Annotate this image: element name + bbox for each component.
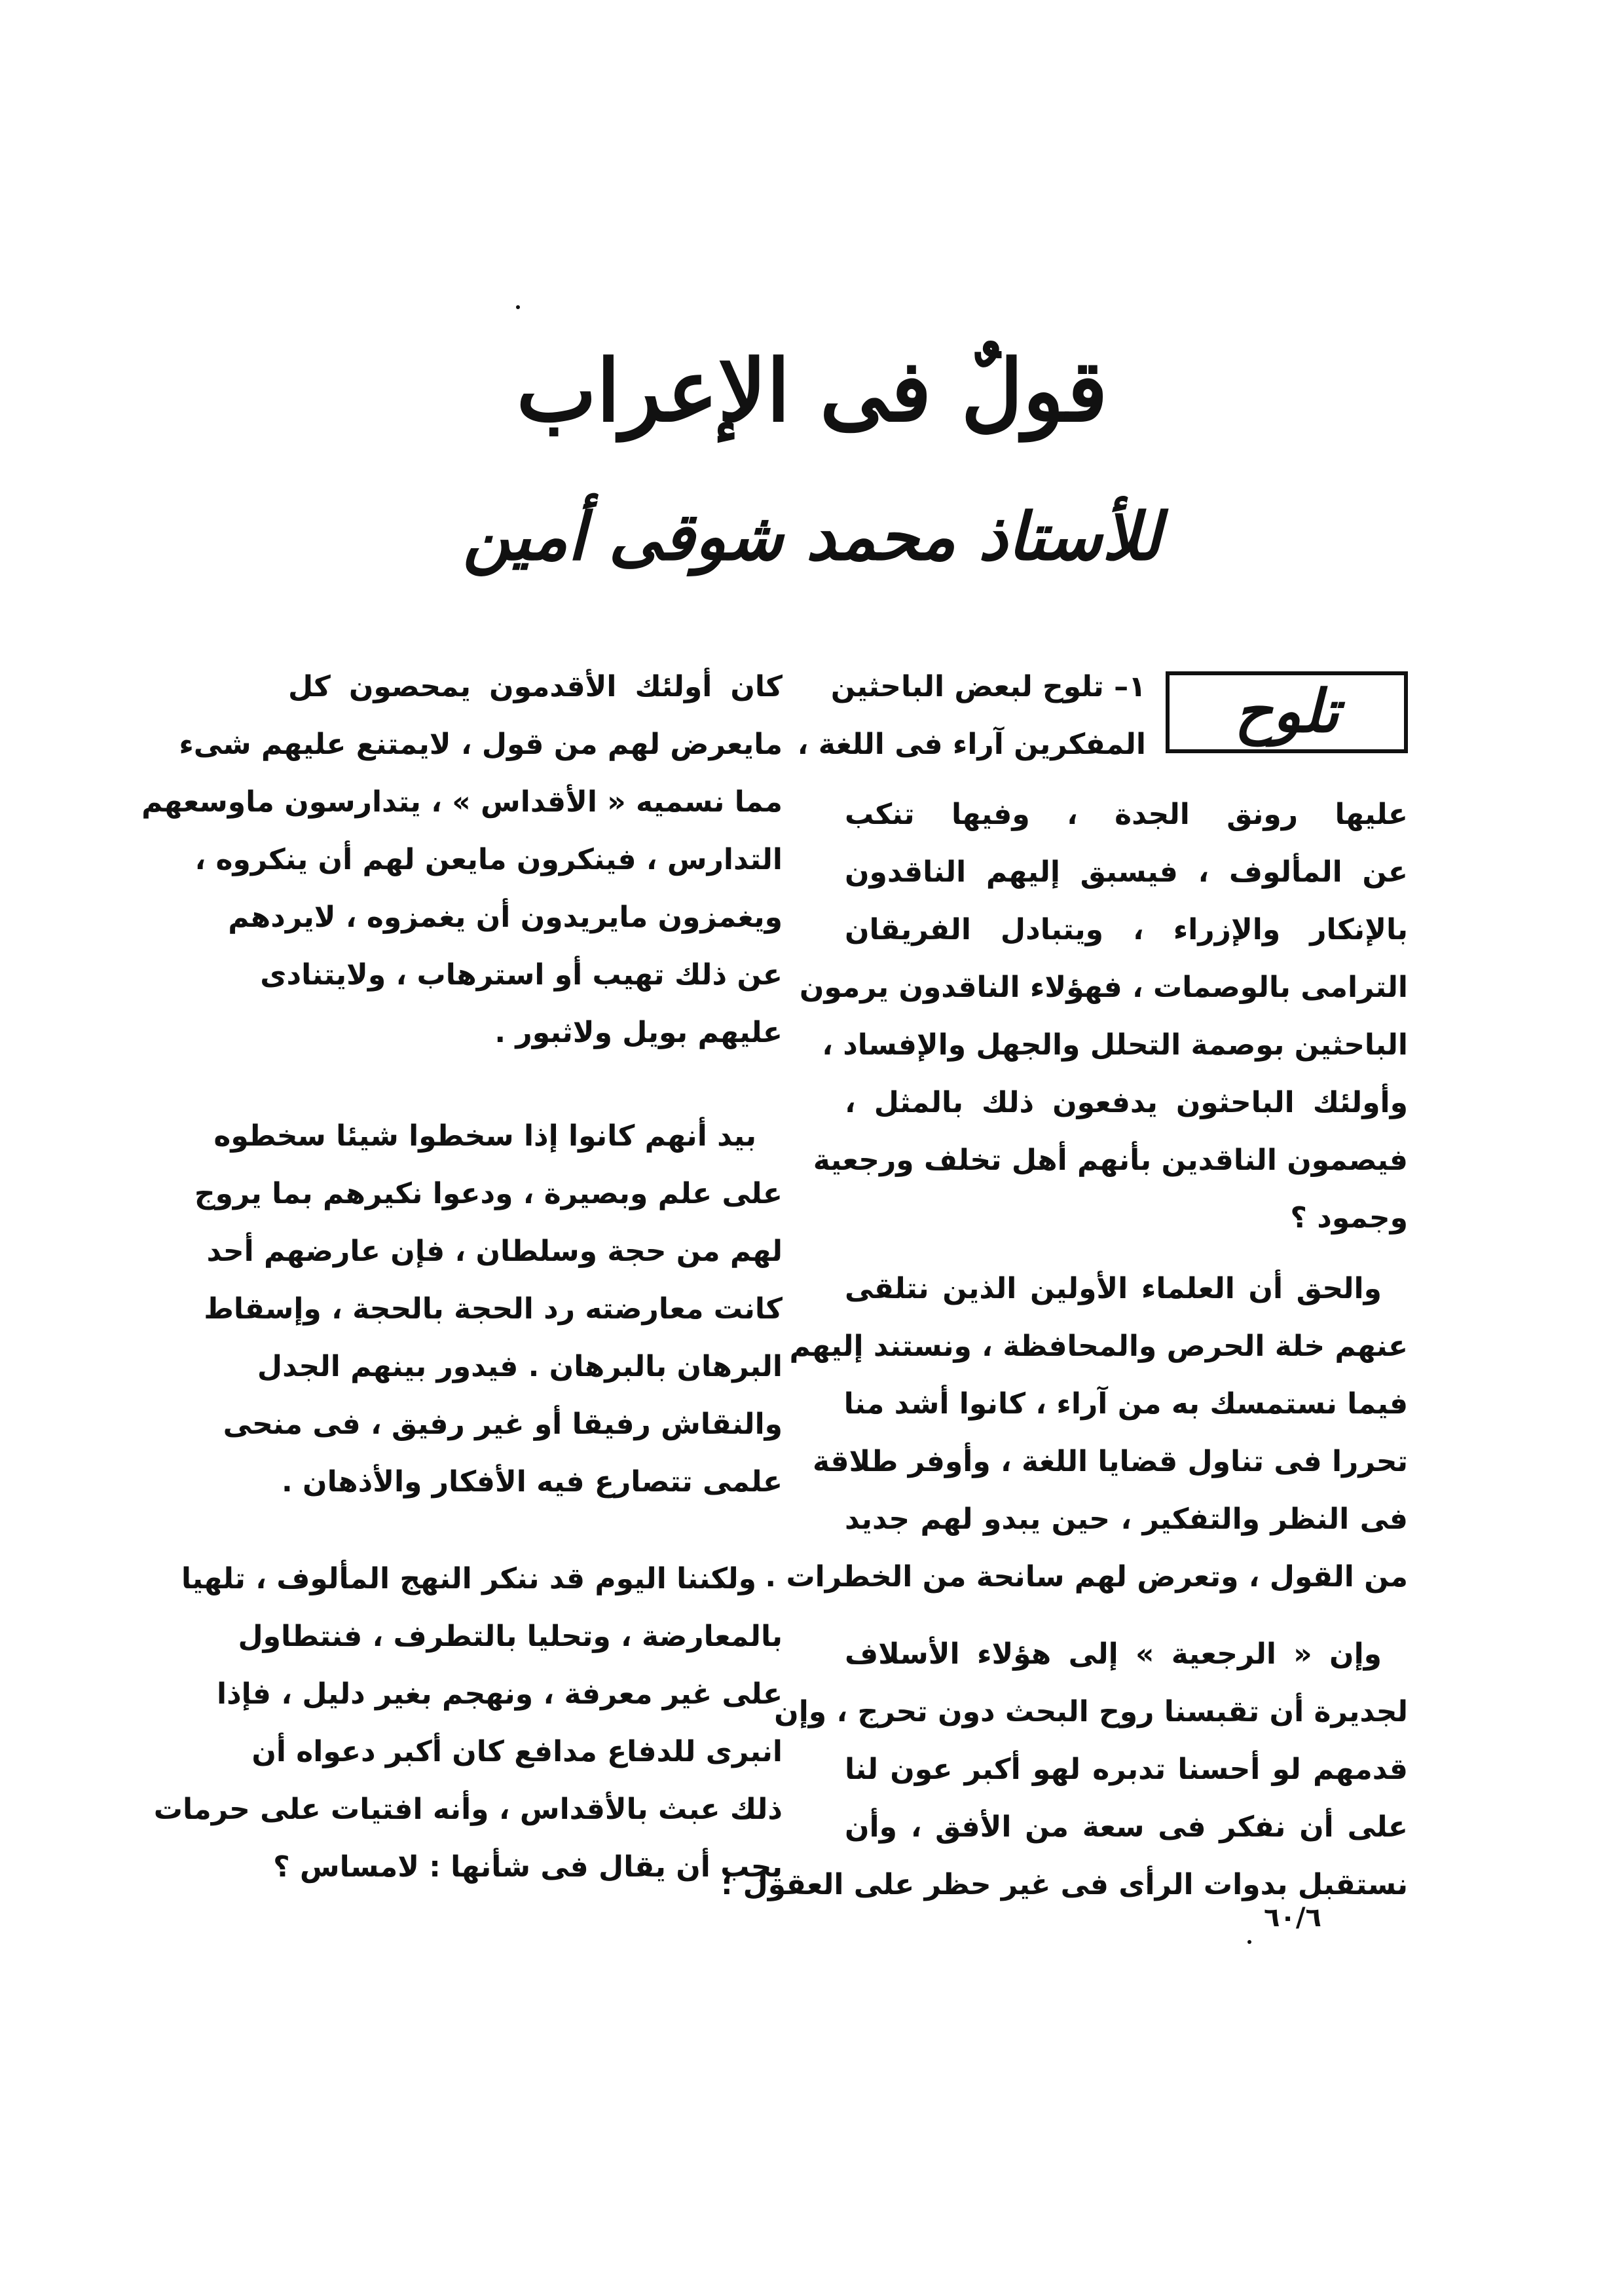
text-line: بالإنكار والإزراء ، ويتبادل الفريقان: [845, 913, 1408, 946]
text-line: فيصمون الناقدين بأنهم أهل تخلف ورجعية: [813, 1144, 1408, 1177]
text-line: مايعرض لهم من قول ، لايمتنع عليهم شىء: [179, 728, 783, 761]
text-line: فى النظر والتفكير ، حين يبدو لهم جديد: [845, 1502, 1408, 1536]
paragraph: [765, 1260, 1408, 1606]
text-line: عن ذلك تهيب أو استرهاب ، ولايتنادى: [260, 958, 783, 992]
text-line: انبرى للدفاع مدافع كان أكبر دعواه أن: [251, 1735, 783, 1768]
text-line: ذلك عبث بالأقداس ، وأنه افتيات على حرمات: [153, 1793, 783, 1826]
intro-line: ١– تلوح لبعض الباحثين: [830, 670, 1146, 703]
text-line: لهم من حجة وسلطان ، فإن عارضهم أحد: [206, 1235, 783, 1268]
section-heading-box: تلوح: [1166, 671, 1408, 753]
text-line: عنهم خلة الحرص والمحافظة ، ونستند إليهم: [789, 1330, 1408, 1363]
text-line: بالمعارضة ، وتحليا بالتطرف ، فنتطاول: [238, 1620, 783, 1653]
text-line: قدمهم لو أحسنا تدبره لهو أكبر عون لنا: [845, 1753, 1408, 1786]
text-line: علمى تتصارع فيه الأفكار والأذهان .: [282, 1465, 783, 1499]
article-title: قولٌ فى الإعراب: [516, 341, 1108, 441]
text-line: نستقبل بدوات الرأى فى غير حظر على العقول ؛: [721, 1868, 1408, 1901]
text-line: ولكننا اليوم قد ننكر النهج المألوف ، تلهيا: [181, 1562, 756, 1595]
text-line: كانت معارضته رد الحجة بالحجة ، وإسقاط: [204, 1292, 783, 1326]
article-author: للأستاذ محمد شوقى أمين: [462, 498, 1162, 575]
paragraph: [194, 1108, 783, 1511]
paragraph: [153, 1550, 783, 1896]
text-line: على علم وبصيرة ، ودعوا نكيرهم بما يروج: [194, 1177, 783, 1210]
text-line: مما نسميه « الأقداس » ، يتدارسون ماوسعهم: [141, 785, 783, 819]
text-line: كان أولئك الأقدمون يمحصون كل: [288, 670, 783, 703]
text-line: تحررا فى تناول قضايا اللغة ، وأوفر طلاقة: [813, 1445, 1408, 1478]
text-line: التدارس ، فينكرون مايعن لهم أن ينكروه ،: [194, 843, 783, 876]
speck: [1247, 1940, 1251, 1944]
text-line: فيما نستمسك به من آراء ، كانوا أشد منا: [843, 1387, 1408, 1421]
text-line: على أن نفكر فى سعة من الأفق ، وأن: [845, 1810, 1408, 1844]
text-line: بيد أنهم كانوا إذا سخطوا شيئا سخطوه: [213, 1119, 756, 1153]
text-line: وأولئك الباحثون يدفعون ذلك بالمثل ،: [845, 1086, 1408, 1119]
text-line: لجديرة أن تقبسنا روح البحث دون تحرج ، وإن: [774, 1695, 1408, 1728]
right-column-intro: [797, 658, 1146, 774]
right-column: [721, 786, 1408, 1914]
left-column: [141, 658, 783, 1896]
paragraph: [141, 658, 783, 1062]
text-line: والنقاش رفيقا أو غير رفيق ، فى منحى: [223, 1408, 783, 1441]
speck: [516, 305, 520, 309]
text-line: الترامى بالوصمات ، فهؤلاء الناقدون يرمون: [799, 971, 1408, 1004]
text-line: على غير معرفة ، ونهجم بغير دليل ، فإذا: [217, 1677, 783, 1711]
text-line: من القول ، وتعرض لهم سانحة من الخطرات .: [765, 1560, 1408, 1594]
intro-line: المفكرين آراء فى اللغة ،: [797, 728, 1146, 761]
text-line: عن المألوف ، فيسبق إليهم الناقدون: [845, 855, 1408, 889]
paragraph: [799, 786, 1408, 1247]
text-line: يجب أن يقال فى شأنها : لامساس ؟: [273, 1850, 783, 1884]
paragraph: [721, 1626, 1408, 1914]
text-line: الباحثين بوصمة التحلل والجهل والإفساد ،: [822, 1028, 1408, 1062]
text-line: وجمود ؟: [1290, 1201, 1408, 1235]
text-line: والحق أن العلماء الأولين الذين نتلقى: [845, 1272, 1382, 1305]
page-number: ٦٠/٦: [1264, 1903, 1321, 1933]
text-line: عليها رونق الجدة ، وفيها تنكب: [845, 798, 1408, 831]
text-line: البرهان بالبرهان . فيدور بينهم الجدل: [257, 1350, 783, 1383]
text-line: ويغمزون مايريدون أن يغمزوه ، لايردهم: [228, 901, 783, 934]
text-line: وإن « الرجعية » إلى هؤلاء الأسلاف: [845, 1637, 1382, 1671]
text-line: عليهم بويل ولاثبور .: [494, 1016, 783, 1049]
